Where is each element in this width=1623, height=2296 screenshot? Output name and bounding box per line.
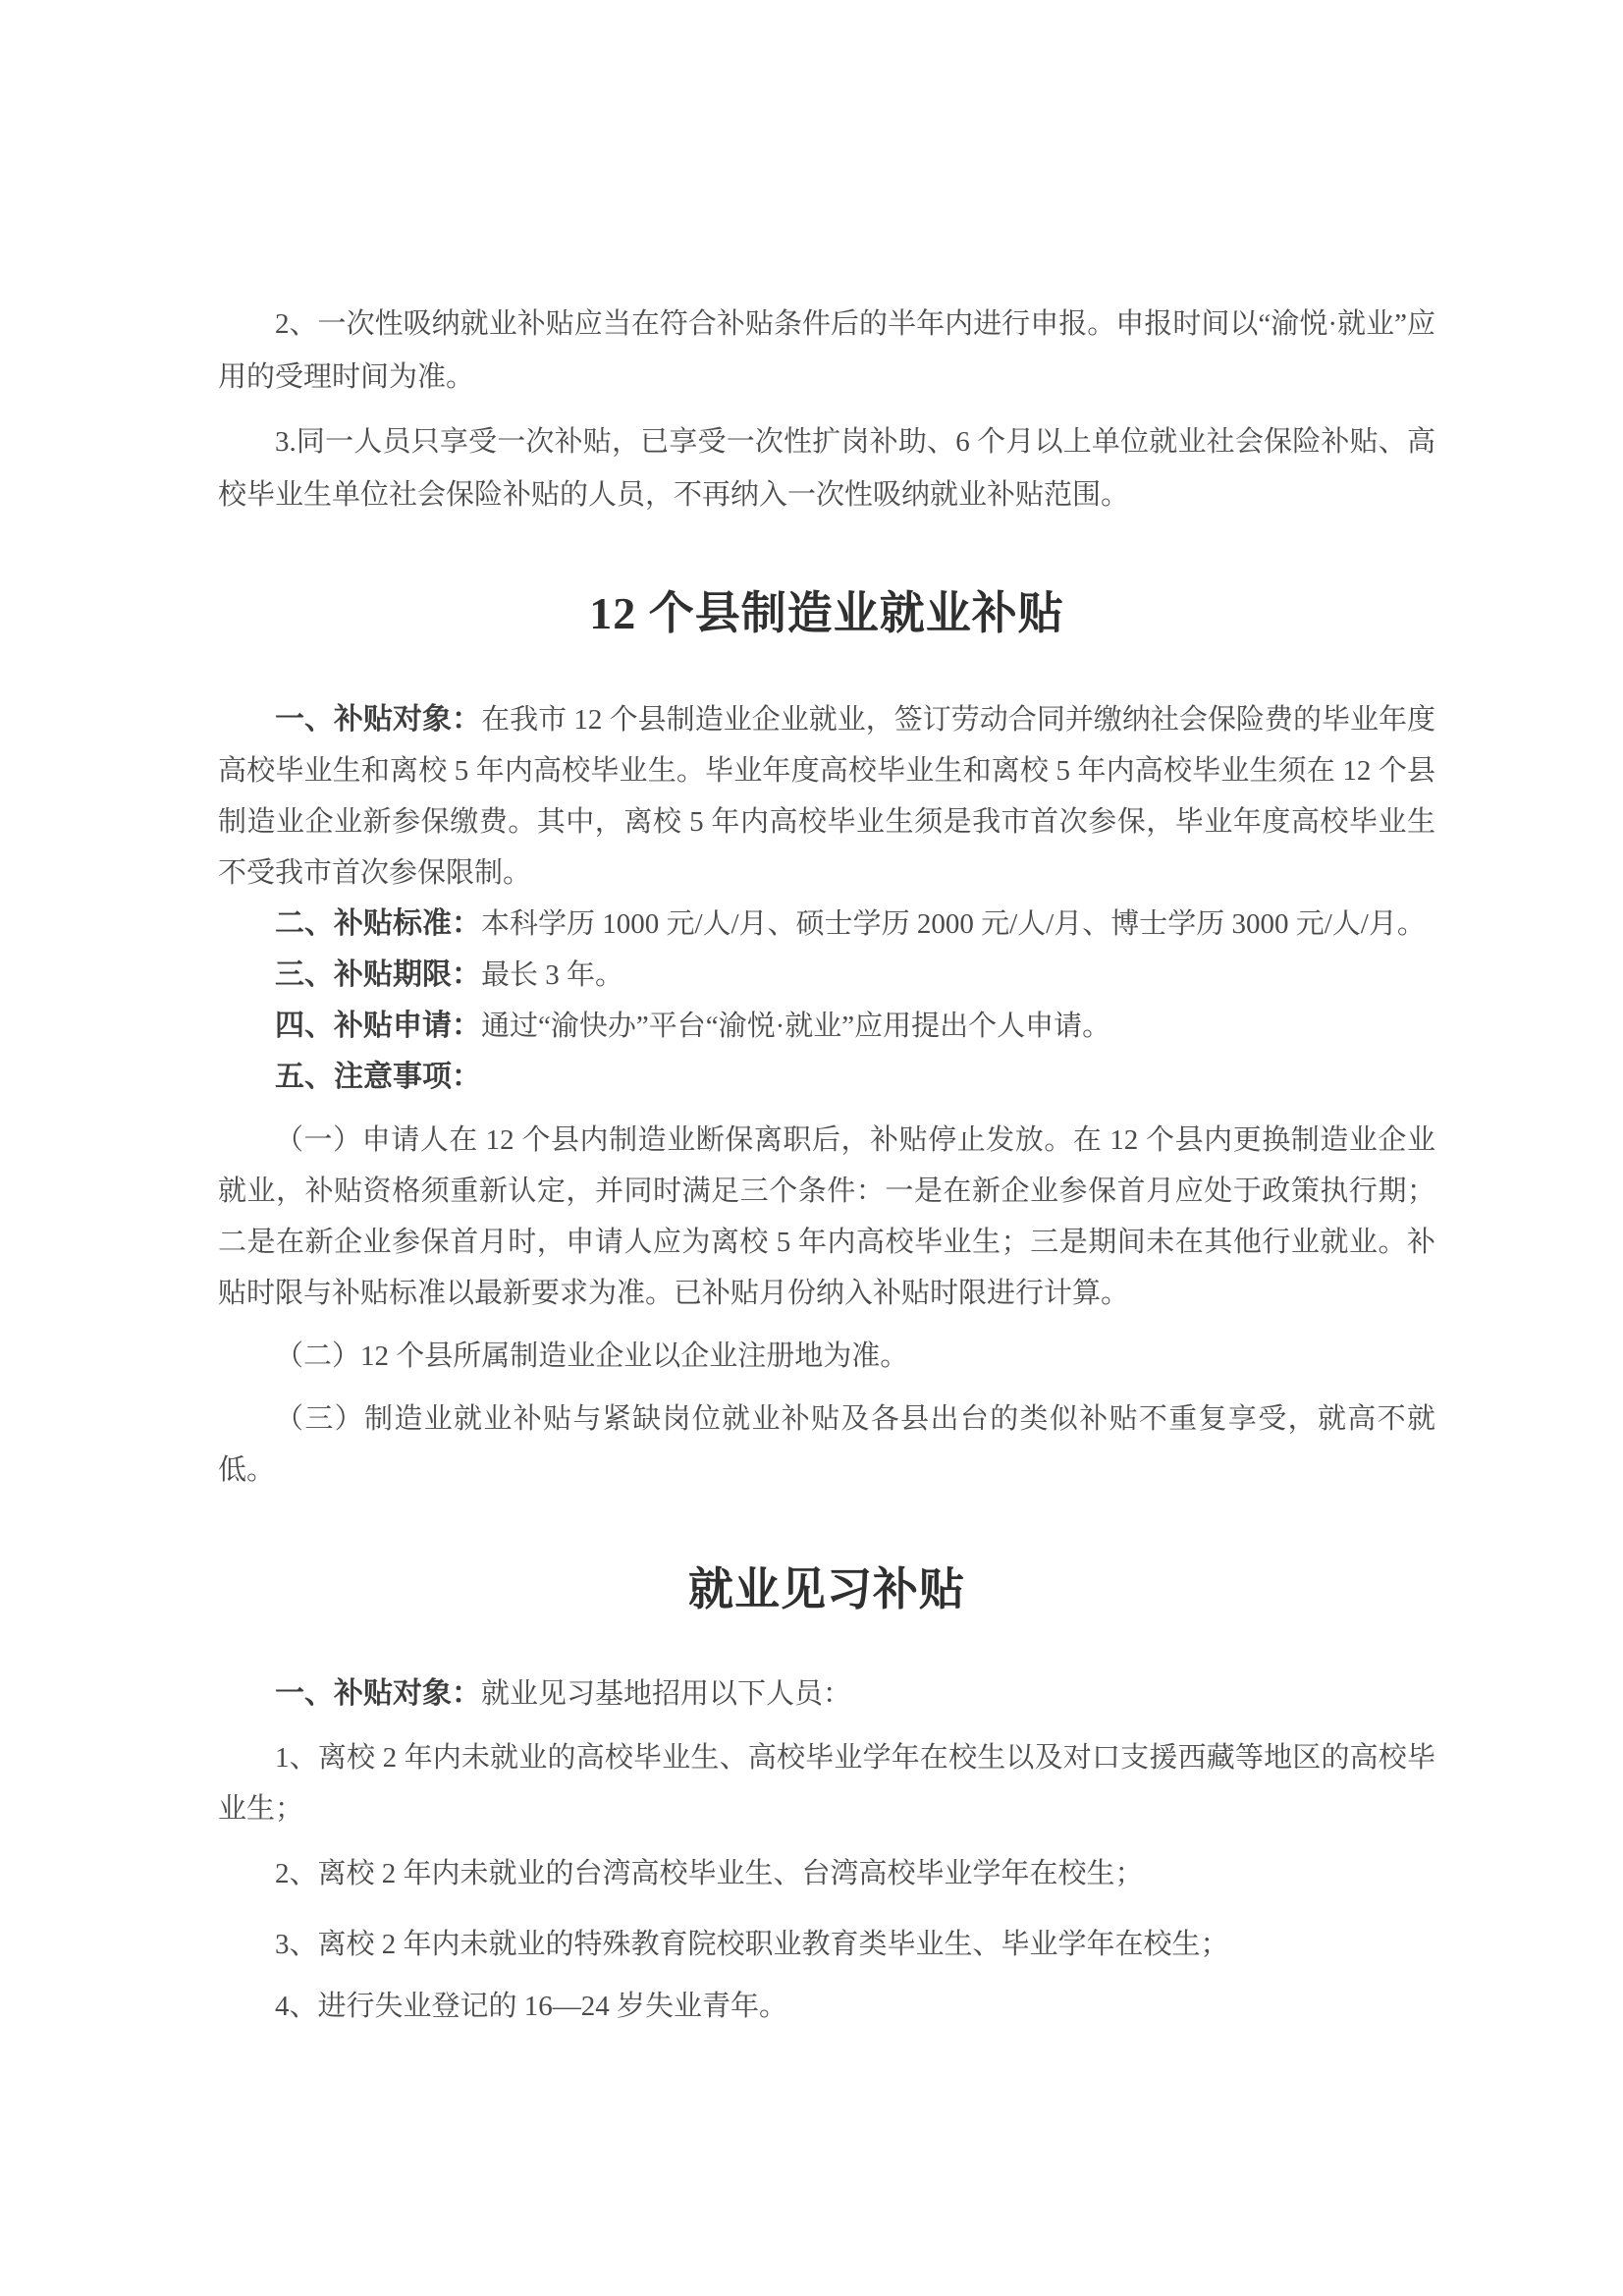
spec-item-standard-label: 二、补贴标准： xyxy=(275,907,481,940)
paragraph-onetime-subsidy-no-duplicate: 3.同一人员只享受一次补贴，已享受一次性扩岗补助、6 个月以上单位就业社会保险补贴、高校毕业生单位社会保险补贴的人员，不再纳入一次性吸纳就业补贴范围。 xyxy=(218,426,1435,511)
note-2-registration-place: （二）12 个县所属制造业企业以企业注册地为准。 xyxy=(275,1340,909,1372)
note-1-resubsidy-conditions: （一）申请人在 12 个县内制造业断保离职后，补贴停止发放。在 12 个县内更换制造业企业就业，补贴资格须重新认定，并同时满足三个条件：一是在新企业参保首月应处于政策执行期；二是在新企业参保首月时，申请人应为离校 5 年内高校毕业生；三是期间未在其他行业就业。补贴时限与补贴标准以最新要求为准。已补贴月份纳入补贴时限进行计算。 xyxy=(218,1124,1435,1309)
eligible-group-3: 3、离校 2 年内未就业的特殊教育院校职业教育类毕业生、毕业学年在校生； xyxy=(275,1929,1229,1960)
eligible-group-1: 1、离校 2 年内未就业的高校毕业生、高校毕业学年在校生以及对口支援西藏等地区的高校毕业生； xyxy=(218,1742,1435,1825)
spec-item-notice-label: 五、注意事项： xyxy=(275,1061,481,1093)
eligible-group-4: 4、进行失业登记的 16—24 岁失业青年。 xyxy=(275,1991,788,2022)
internship-target-text: 就业见习基地招用以下人员： xyxy=(481,1678,852,1710)
spec-item-apply xyxy=(218,1001,1435,1052)
spec-item-target xyxy=(218,694,1435,899)
note-3-no-duplicate-benefit: （三）制造业就业补贴与紧缺岗位就业补贴及各县出台的类似补贴不重复享受，就高不就低。 xyxy=(218,1403,1435,1486)
internship-target-line xyxy=(218,1668,1435,1720)
spec-item-notice xyxy=(218,1052,1435,1103)
spec-item-target-text: 在我市 12 个县制造业企业就业，签订劳动合同并缴纳社会保险费的毕业年度高校毕业生和离校 5 年内高校毕业生。毕业年度高校毕业生和离校 5 年内高校毕业生须在 12 个县制造业企业新参保缴费。其中，离校 5 年内高校毕业生须是我市首次参保，毕业年度高校毕业生不受我市首次参保限制。 xyxy=(218,704,1435,889)
internship-target-label: 一、补贴对象： xyxy=(275,1677,481,1710)
section-title-manufacturing-subsidy: 12 个县制造业就业补贴 xyxy=(589,588,1064,638)
spec-item-duration-text: 最长 3 年。 xyxy=(481,959,624,991)
eligible-group-2: 2、离校 2 年内未就业的台湾高校毕业生、台湾高校毕业学年在校生； xyxy=(275,1858,1144,1889)
spec-item-target-label: 一、补贴对象： xyxy=(275,703,482,736)
spec-item-duration xyxy=(218,950,1435,1001)
spec-item-standard-text: 本科学历 1000 元/人/月、硕士学历 2000 元/人/月、博士学历 3000 元/人/月。 xyxy=(481,908,1426,940)
spec-item-duration-label: 三、补贴期限： xyxy=(275,958,481,991)
spec-item-apply-text: 通过“渝快办”平台“渝悦·就业”应用提出个人申请。 xyxy=(481,1011,1111,1042)
paragraph-onetime-subsidy-application-deadline: 2、一次性吸纳就业补贴应当在符合补贴条件后的半年内进行申报。申报时间以“渝悦·就业”应用的受理时间为准。 xyxy=(218,308,1435,393)
section-title-internship-subsidy: 就业见习补贴 xyxy=(688,1564,965,1614)
manufacturing-subsidy-spec-list xyxy=(218,694,1435,1103)
spec-item-standard xyxy=(218,899,1435,950)
spec-item-apply-label: 四、补贴申请： xyxy=(275,1010,481,1042)
